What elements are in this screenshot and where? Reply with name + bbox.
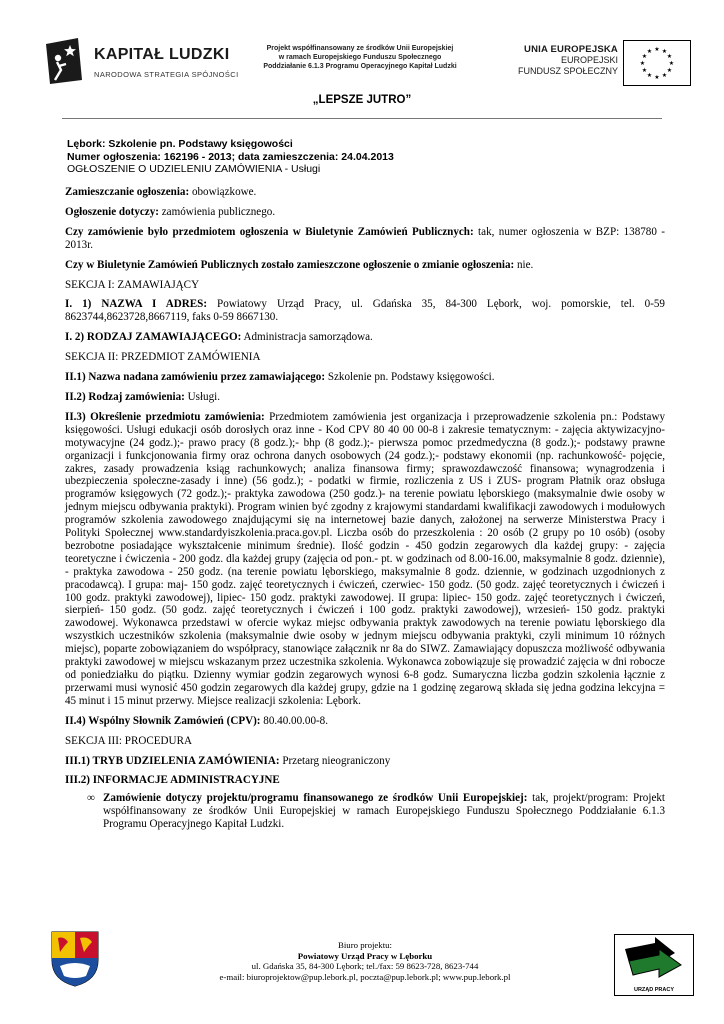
field-value: obowiązkowe. [189,186,257,198]
svg-text:★: ★ [654,46,660,53]
eu-flag-icon [623,40,691,86]
field-value: Przetarg nieograniczony [279,754,391,767]
notice-type: OGŁOSZENIE O UDZIELENIU ZAMÓWIENIA - Usługi [67,163,321,175]
page-footer [0,926,724,1024]
svg-text:★: ★ [661,48,668,55]
field-value: zamówienia publicznego. [158,205,276,218]
field-label: Czy w Biuletynie Zamówień Publicznych zostało zamieszczone ogłoszenie o zmianie ogłoszenia: [65,258,515,271]
svg-text:★: ★ [641,53,648,60]
office-label: Biuro projektu: [338,940,392,950]
kapital-ludzki-flag-icon [44,36,84,86]
project-note-line: Projekt współfinansowany ze środków Unii Europejskiej [266,45,454,52]
field-contracting-type [65,331,665,344]
kapital-ludzki-title: KAPITAŁ LUDZKI [94,46,230,63]
field-value: Usługi. [184,390,220,403]
urzad-pracy-arrows-icon [615,935,693,983]
field-label: Ogłoszenie dotyczy: [65,205,159,218]
field-mandatory [65,186,665,199]
notice-number: Numer ogłoszenia: 162196 - 2013; data zamieszczenia: 24.04.2013 [67,150,394,163]
eu-label-block [500,44,618,77]
field-value: Szkolenie pn. Podstawy księgowości. [325,371,495,384]
field-value: Przedmiotem zamówienia jest organizacja i przeprowadzenie szkolenia pn.: Podstawy księgowości. Usługi edukacji osób dorosłych oraz inne - Kod CPV 80 40 00 00-8 i zakresie tematycznym: - zajęcia aktywizacyjno- motywacyjne (24 godz.);- prawo pracy (8 godz.);- bhp (8 godz.);- pierwsza pomoc przedmedyczna (8 godz.);- podstawy prawne organizacji i funkcjonowania firmy oraz ochrona danych osobowych (24 godz.);- podstawy ekonomii (np. rachunkowość- pojęcie, zakres, zasady prowadzenia ksiąg rachunkowych; analiza finansowa firmy; sprawozdawczość finansowa; wynagrodzenia i ubezpieczenia społeczne-zasady i inne) (56 godz.); - podatki w firmie, rozliczenia z US i ZUS- program Płatnik oraz obsługa programów księgowych (72 godz.);- praktyka zawodowa (250 godz.)- na terenie powiatu lęborskiego (maksymalnie dwie osoby w jednym miejscu odbywania praktyki). Program winien być zgodny z krajowymi standardami kwalifikacji zawodowych i modułowych programów szkolenia zawodowego znajdującymi się na internetowej bazie danych, założonej na serwerze Ministerstwa Pracy i Polityki Społecznej www.standardyiszkolenia.praca.gov.pl. Liczba osób do przeszkolenia : 20 osób (2 grupy po 10 osób) (osoby bezrobotne posiadające wykształcenie minimum średnie). Ilość godzin - 450 godzin zegarowych dla każdej grupy: - zajęcia teoretyczne i ćwiczenia - 200 godz. dla każdej grupy (zajęcia od pon.- pt. w godzinach od 8.00-16.00, maksymalnie 8 godz. dziennie), - praktyka zawodowa - 250 godz. (na terenie powiatu lęborskiego, maksymalnie 8 godz. dziennie, w godzinach uzgodnionych z pracodawcą). I grupa: maj- 150 godz. zajęć teoretycznych i ćwiczeń, czerwiec- 150 godz. (50 godz. zajęć teoretycznych i ćwiczeń i 100 godz. praktyki zawodowej), lipiec- 150 godz. praktyki zawodowej. II grupa: lipiec- 150 godz. zajęć teoretycznych i ćwiczeń, sierpień- 150 godz. (50 godz. zajęć teoretycznych i ćwiczeń i 100 godz. praktyki zawodowej), wrzesień- 150 godz. praktyki zawodowej. Wykonawca przedstawi w ofercie wykaz miejsc odbywania praktyk zawodowych na terenie powiatu lęborskiego dla wszystkich uczestników szkolenia (maksymalnie dwie osoby w jednym miejscu odbywania praktyki, czyli minimum 10 różnych miejsc), poparte zobowiązaniem do współpracy, stanowiące załącznik nr 8a do SIWZ. Zamawiający dopuszcza możliwość odbywania praktyki zawodowej w miejscu wskazanym przez uczestnika szkolenia. Wykonawca zobowiązuje się prowadzić zajęcia w dni robocze od poniedziałku do piątku. Dzienny wymiar godzin zegarowych wynosi 6-8 godz. Sumaryczna liczba godzin szkolenia łącznie z przerwami musi wynosić 450 godzin zegarowych dla każdej grupy, gdzie na 1 godzinę zegarową składa się jedna godzina lekcyjna = 45 minut i 15 minut przerwy. Miejsce realizacji szkolenia: Lębork. [65,410,665,707]
coat-of-arms-icon [50,930,100,988]
office-address: ul. Gdańska 35, 84-300 Lębork; tel./fax: 59 8623-728, 8623-744 [251,961,479,971]
kapital-ludzki-subtitle: NARODOWA STRATEGIA SPÓJNOŚCI [94,70,239,79]
svg-text:★: ★ [641,67,648,74]
project-note-line: w ramach Europejskiego Funduszu Społecznego [278,54,442,61]
urzad-pracy-label: URZĄD PRACY [633,987,675,993]
field-concerns [65,206,665,219]
footer-contact [200,940,530,982]
list-item [87,792,665,831]
svg-text:★: ★ [646,72,653,79]
field-label: II.1) Nazwa nadana zamówieniu przez zamawiającego: [65,371,326,384]
svg-text:★: ★ [661,72,668,79]
page-header [0,0,724,125]
field-cpv [65,715,665,728]
section-heading: SEKCJA III: PROCEDURA [65,734,192,747]
svg-text:★: ★ [668,60,675,67]
field-value: Powiatowy Urząd Pracy, ul. Gdańska 35, 84-300 Lębork, woj. pomorskie, tel. 0-59 8623744,8623728,8667119, faks 0-59 8667130. [65,298,665,324]
eu-title: UNIA EUROPEJSKA [524,44,618,55]
field-label: I. 2) RODZAJ ZAMAWIAJĄCEGO: [65,331,242,344]
field-label: I. 1) NAZWA I ADRES: [65,298,208,311]
section-heading: SEKCJA I: ZAMAWIAJĄCY [65,278,200,291]
svg-text:★: ★ [666,53,673,60]
field-change [65,259,665,272]
eu-fund-line: FUNDUSZ SPOŁECZNY [517,66,618,76]
field-value: nie. [514,258,534,271]
project-slogan: „LEPSZE JUTRO” [312,94,412,106]
office-name: Powiatowy Urząd Pracy w Lęborku [297,950,433,961]
urzad-pracy-logo [614,934,694,996]
field-label: II.3) Określenie przedmiotu zamówienia: [65,410,265,423]
svg-text:★: ★ [666,67,673,74]
eu-fund-line: EUROPEJSKI [560,55,618,65]
field-order-kind [65,391,665,404]
field-value: 80.40.00.00-8. [260,714,328,727]
section-heading: SEKCJA II: PRZEDMIOT ZAMÓWIENIA [65,351,261,364]
office-contact: e-mail: biuroprojektow@pup.lebork.pl, poczta@pup.lebork.pl; www.pup.lebork.pl [219,971,511,982]
bullet-icon: ∞ [87,792,95,805]
field-label: Czy zamówienie było przedmiotem ogłoszenia w Biuletynie Zamówień Publicznych: [65,225,474,238]
field-admin-info: III.2) INFORMACJE ADMINISTRACYJNE [65,774,280,787]
field-value: tak, projekt/program: Projekt współfinansowany ze środków Unii Europejskiej w ramach Europejskiego Funduszu Społecznego Poddziałanie 6.1.3 Programu Operacyjnego Kapitał Ludzki. [103,792,665,831]
field-procedure [65,755,665,768]
bullet-text [103,792,665,831]
field-label: Zamówienie dotyczy projektu/programu finansowanego ze środków Unii Europejskiej: [103,792,528,805]
svg-text:★: ★ [646,48,653,55]
field-order-subject [65,411,665,708]
field-name-address [65,298,665,324]
field-label: Zamieszczanie ogłoszenia: [65,186,190,198]
notice-heading [67,138,667,176]
project-cofinancing-note [250,44,470,71]
notice-body [65,186,665,831]
field-label: II.4) Wspólny Słownik Zamówień (CPV): [65,714,261,727]
field-label: II.2) Rodzaj zamówienia: [65,390,185,403]
field-label: III.1) TRYB UDZIELENIA ZAMÓWIENIA: [65,754,280,767]
field-value: tak, numer ogłoszenia w BZP: 138780 - 2013r. [65,225,665,251]
notice-title: Lębork: Szkolenie pn. Podstawy księgowości [67,138,293,150]
svg-text:★: ★ [639,60,646,67]
project-note-line: Poddziałanie 6.1.3 Programu Operacyjnego Kapitał Ludzki [263,63,457,70]
field-order-name [65,371,665,384]
svg-text:★: ★ [654,74,660,81]
field-value: Administracja samorządowa. [241,331,373,344]
kapital-ludzki-logo [44,36,244,86]
header-divider [62,118,662,119]
field-bzp [65,226,665,252]
